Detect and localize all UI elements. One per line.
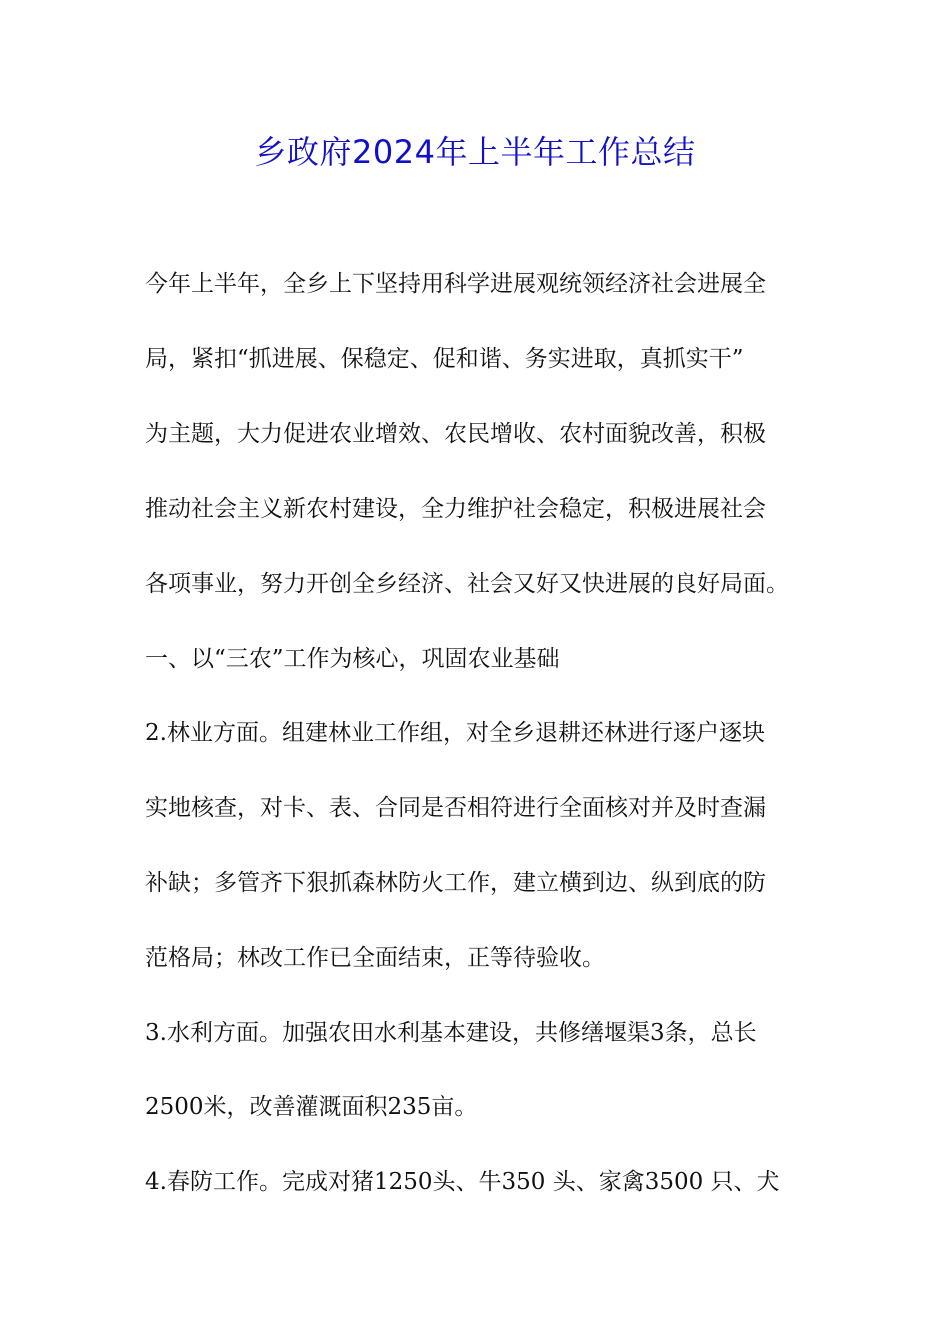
section-heading: 一、以“三农”工作为核心，巩固农业基础 bbox=[145, 646, 560, 672]
paragraph-line: 3.水利方面。加强农田水利基本建设，共修缮堰渠3条，总长 bbox=[145, 1020, 757, 1046]
paragraph-line: 今年上半年，全乡上下坚持用科学进展观统领经济社会进展全 bbox=[145, 271, 766, 297]
paragraph-line: 补缺；多管齐下狠抓森林防火工作，建立横到边、纵到底的防 bbox=[145, 870, 766, 896]
document-title: 乡政府2024年上半年工作总结 bbox=[254, 133, 696, 171]
paragraph-line: 各项事业，努力开创全乡经济、社会又好又快进展的良好局面。 bbox=[145, 571, 789, 597]
paragraph-line: 范格局；林改工作已全面结束，正等待验收。 bbox=[145, 945, 605, 971]
paragraph-line: 2.林业方面。组建林业工作组，对全乡退耕还林进行逐户逐块 bbox=[145, 720, 765, 746]
paragraph-line: 4.春防工作。完成对猪1250头、牛350 头、家禽3500 只、犬 bbox=[145, 1169, 780, 1195]
paragraph-line: 2500米，改善灌溉面积235亩。 bbox=[145, 1094, 478, 1120]
paragraph-line: 局，紧扣“抓进展、保稳定、促和谐、务实进取，真抓实干” bbox=[145, 346, 744, 372]
paragraph-line: 实地核查，对卡、表、合同是否相符进行全面核对并及时查漏 bbox=[145, 795, 766, 821]
paragraph-line: 为主题，大力促进农业增效、农民增收、农村面貌改善，积极 bbox=[145, 421, 766, 447]
paragraph-line: 推动社会主义新农村建设，全力维护社会稳定，积极进展社会 bbox=[145, 496, 766, 522]
